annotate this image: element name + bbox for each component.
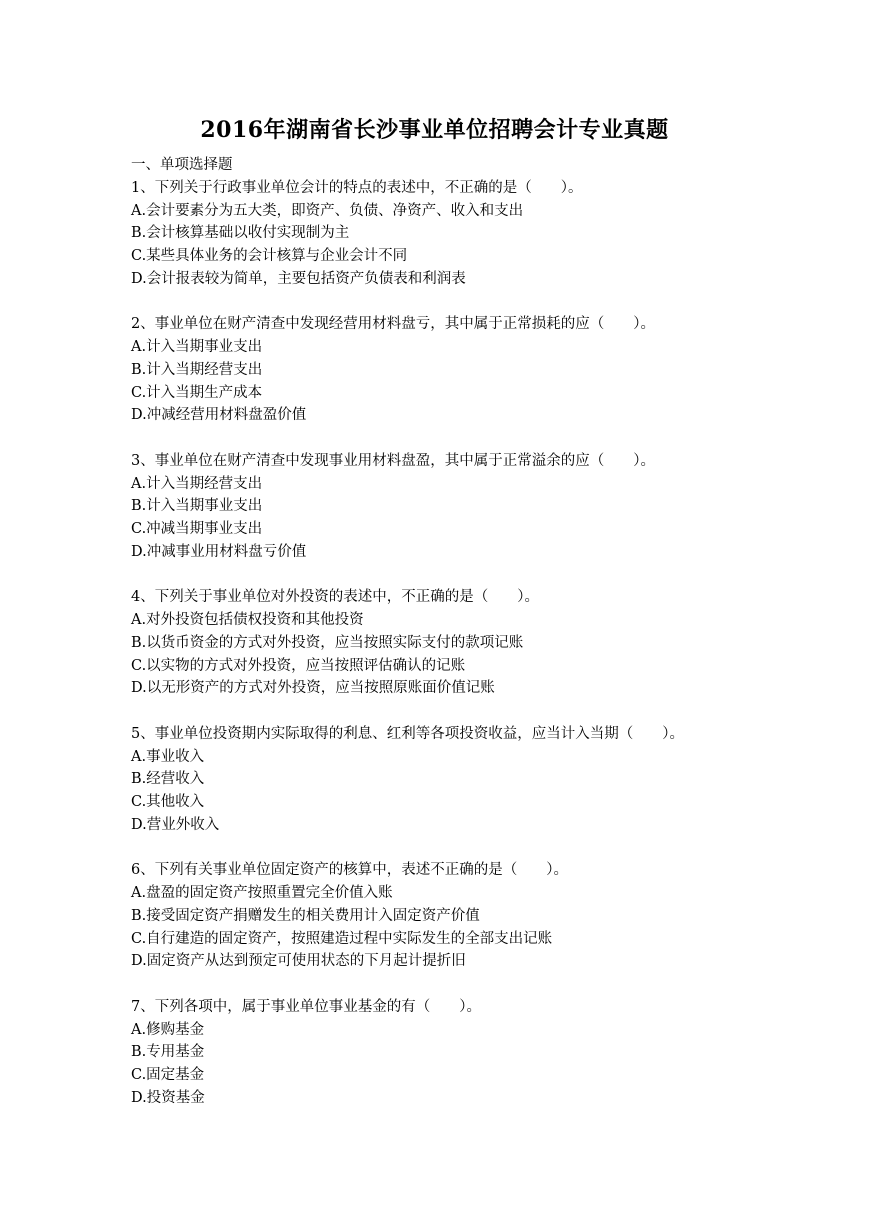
option-b: B.计入当期事业支出 xyxy=(131,498,263,515)
question-stem: 5、事业单位投资期内实际取得的利息、红利等各项投资收益，应当计入当期（ ）。 xyxy=(131,725,684,742)
option-b: B.经营收入 xyxy=(131,771,205,788)
option-c: C.其他收入 xyxy=(131,794,205,810)
question-6 xyxy=(131,859,831,973)
option-b: B.会计核算基础以收付实现制为主 xyxy=(131,225,350,242)
question-stem: 4、下列关于事业单位对外投资的表述中，不正确的是（ ）。 xyxy=(131,589,539,606)
option-a: A.修购基金 xyxy=(131,1021,205,1038)
option-b: B.接受固定资产捐赠发生的相关费用计入固定资产价值 xyxy=(131,907,480,924)
option-d: D.固定资产从达到预定可使用状态的下月起计提折旧 xyxy=(131,953,466,970)
option-d: D.会计报表较为简单，主要包括资产负债表和利润表 xyxy=(131,270,466,287)
option-c: C.计入当期生产成本 xyxy=(131,384,263,401)
option-b: B.专用基金 xyxy=(131,1044,205,1061)
option-b: B.计入当期经营支出 xyxy=(131,361,263,378)
question-stem: 6、下列有关事业单位固定资产的核算中，表述不正确的是（ ）。 xyxy=(131,862,568,879)
option-a: A.事业收入 xyxy=(131,748,205,765)
question-stem: 3、事业单位在财产清查中发现事业用材料盘盈，其中属于正常溢余的应（ ）。 xyxy=(131,452,655,469)
question-1 xyxy=(131,177,831,291)
option-a: A.盘盈的固定资产按照重置完全价值入账 xyxy=(131,885,393,901)
option-d: D.营业外收入 xyxy=(131,816,220,833)
document-title: 2016年湖南省长沙事业单位招聘会计专业真题 xyxy=(200,117,669,143)
question-7 xyxy=(131,996,831,1110)
option-d: D.冲减经营用材料盘盈价值 xyxy=(131,407,307,424)
option-d: D.投资基金 xyxy=(131,1089,205,1106)
option-c: C.冲减当期事业支出 xyxy=(131,521,263,537)
document-body xyxy=(131,154,831,1132)
option-c: C.固定基金 xyxy=(131,1067,205,1083)
question-5 xyxy=(131,723,831,837)
option-a: A.对外投资包括债权投资和其他投资 xyxy=(131,612,364,628)
option-c: C.以实物的方式对外投资，应当按照评估确认的记账 xyxy=(131,657,466,674)
option-a: A.计入当期事业支出 xyxy=(131,339,263,355)
option-d: D.冲减事业用材料盘亏价值 xyxy=(131,543,307,560)
question-stem: 2、事业单位在财产清查中发现经营用材料盘亏，其中属于正常损耗的应（ ）。 xyxy=(131,316,655,333)
question-stem: 1、下列关于行政事业单位会计的特点的表述中，不正确的是（ ）。 xyxy=(131,179,583,196)
option-d: D.以无形资产的方式对外投资，应当按照原账面价值记账 xyxy=(131,680,495,697)
question-3 xyxy=(131,450,831,564)
option-a: A.计入当期经营支出 xyxy=(131,475,263,492)
question-2 xyxy=(131,313,831,427)
option-a: A.会计要素分为五大类，即资产、负债、净资产、收入和支出 xyxy=(131,202,524,219)
question-4 xyxy=(131,586,831,700)
option-b: B.以货币资金的方式对外投资，应当按照实际支付的款项记账 xyxy=(131,634,524,651)
option-c: C.自行建造的固定资产，按照建造过程中实际发生的全部支出记账 xyxy=(131,930,553,947)
option-c: C.某些具体业务的会计核算与企业会计不同 xyxy=(131,248,408,264)
section-heading: 一、单项选择题 xyxy=(131,157,233,173)
question-stem: 7、下列各项中，属于事业单位事业基金的有（ ）。 xyxy=(131,998,481,1015)
